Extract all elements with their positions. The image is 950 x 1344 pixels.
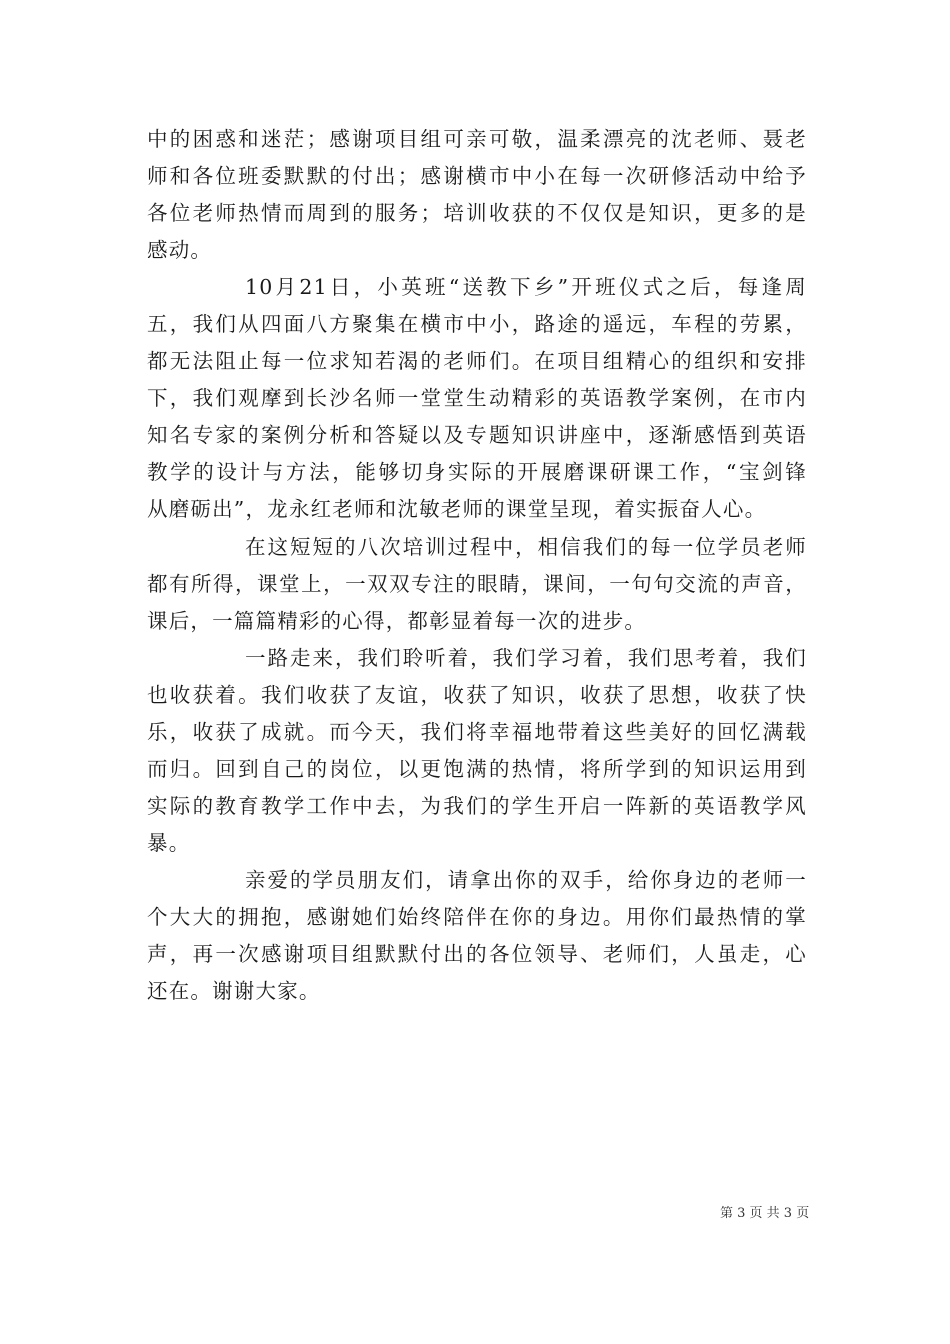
paragraph-5-line-4: 还在。谢谢大家。 (147, 979, 321, 1003)
paragraph-1-line-1: 中的困惑和迷茫；感谢项目组可亲可敬，温柔漂亮的沈老师、聂老 (147, 127, 807, 151)
paragraph-3-line-3: 课后，一篇篇精彩的心得，都彰显着每一次的进步。 (147, 609, 647, 633)
paragraph-5-line-3: 声，再一次感谢项目组默默付出的各位领导、老师们，人虽走，心 (147, 942, 807, 966)
paragraph-2-line-4: 下，我们观摩到长沙名师一堂堂生动精彩的英语教学案例，在市内 (147, 386, 807, 410)
paragraph-5-line-2: 个大大的拥抱，感谢她们始终陪伴在你的身边。用你们最热情的掌 (147, 905, 807, 929)
paragraph-2-line-3: 都无法阻止每一位求知若渴的老师们。在项目组精心的组织和安排 (147, 349, 807, 373)
paragraph-4-line-3: 乐，收获了成就。而今天，我们将幸福地带着这些美好的回忆满载 (147, 720, 807, 744)
paragraph-1-line-2: 师和各位班委默默的付出；感谢横市中小在每一次研修活动中给予 (147, 164, 807, 188)
paragraph-4-line-6: 暴。 (147, 831, 191, 855)
paragraph-1-line-3: 各位老师热情而周到的服务；培训收获的不仅仅是知识，更多的是 (147, 201, 807, 225)
paragraph-2-line-5: 知名专家的案例分析和答疑以及专题知识讲座中，逐渐感悟到英语 (147, 423, 807, 447)
paragraph-1-line-4: 感动。 (147, 238, 213, 262)
page-number-footer: 第 3 页 共 3 页 (720, 1206, 810, 1221)
paragraph-4-line-2: 也收获着。我们收获了友谊，收获了知识，收获了思想，收获了快 (147, 683, 807, 707)
paragraph-2-line-2: 五，我们从四面八方聚集在横市中小，路途的遥远，车程的劳累， (147, 312, 807, 336)
paragraph-4-line-4: 而归。回到自己的岗位，以更饱满的热情，将所学到的知识运用到 (147, 757, 807, 781)
paragraph-3-line-1: 在这短短的八次培训过程中，相信我们的每一位学员老师 (245, 535, 807, 559)
paragraph-4-line-5: 实际的教育教学工作中去，为我们的学生开启一阵新的英语教学风 (147, 794, 807, 818)
paragraph-3-line-2: 都有所得，课堂上，一双双专注的眼睛，课间，一句句交流的声音， (147, 572, 807, 596)
paragraph-5-line-1: 亲爱的学员朋友们，请拿出你的双手，给你身边的老师一 (245, 868, 807, 892)
paragraph-2-line-6: 教学的设计与方法，能够切身实际的开展磨课研课工作，“宝剑锋 (147, 460, 807, 484)
paragraph-2-line-1: 10月21日，小英班“送教下乡”开班仪式之后，每逢周 (245, 275, 807, 299)
paragraph-2-line-7: 从磨砺出”，龙永红老师和沈敏老师的课堂呈现，着实振奋人心。 (147, 497, 767, 521)
paragraph-4-line-1: 一路走来，我们聆听着，我们学习着，我们思考着，我们 (245, 646, 807, 670)
